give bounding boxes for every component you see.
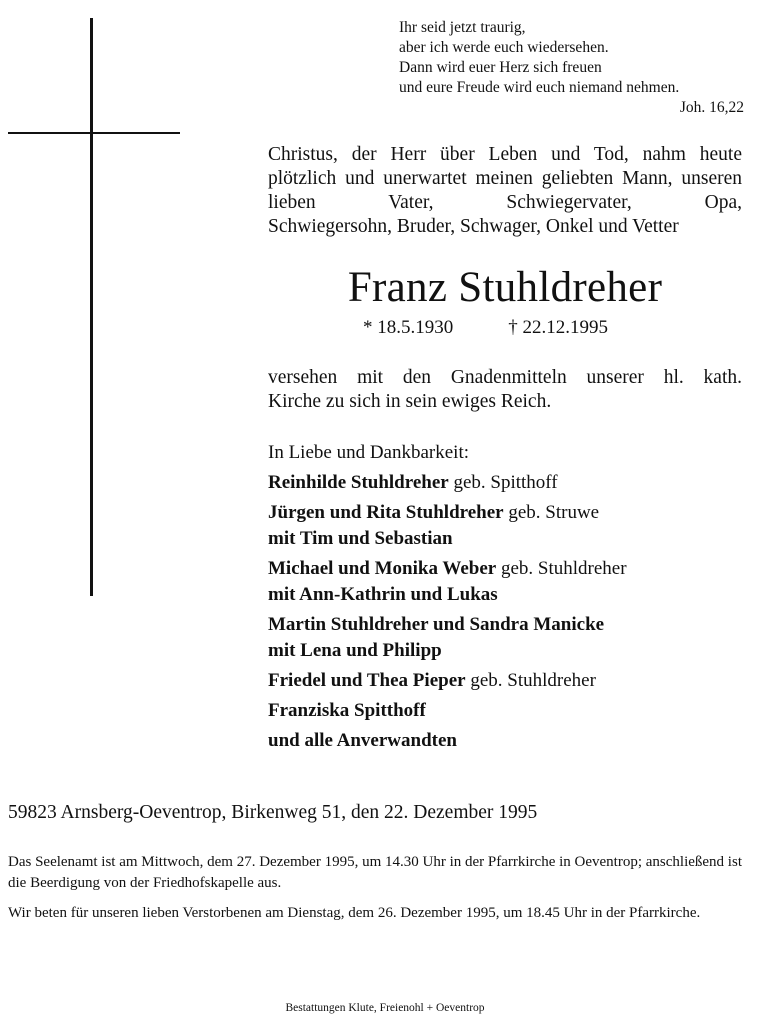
mourner-name: Franziska Spitthoff	[268, 700, 426, 721]
verse-line: und eure Freude wird euch niemand nehmen.	[399, 79, 680, 96]
intro-last-line: Schwiegersohn, Bruder, Schwager, Onkel und Vetter	[268, 216, 679, 237]
mourner-maiden-name: geb. Stuhldreher	[496, 558, 627, 579]
mourner-entry	[268, 698, 748, 724]
life-dates	[363, 316, 608, 340]
mourner-children: mit Ann-Kathrin und Lukas	[268, 584, 498, 605]
mourner-name: Reinhilde Stuhldreher	[268, 472, 449, 493]
funeral-mass-note: Das Seelenamt ist am Mittwoch, dem 27. Dezember 1995, um 14.30 Uhr in der Pfarrkirche in Oeventrop; anschließend ist die Beerdigung von der Friedhofskapelle aus.	[8, 854, 742, 891]
family-address: 59823 Arnsberg-Oeventrop, Birkenweg 51, den 22. Dezember 1995	[8, 802, 538, 823]
bible-verse	[399, 18, 744, 118]
mourner-maiden-name: geb. Struwe	[503, 502, 600, 523]
mourner-entry	[268, 470, 748, 496]
mourner-entry	[268, 556, 748, 608]
mourners-members	[268, 470, 748, 754]
mourner-children: mit Lena und Philipp	[268, 640, 442, 661]
verse-line: Dann wird euer Herz sich freuen	[399, 59, 602, 76]
mourner-entry	[268, 500, 748, 552]
service-notes	[8, 852, 760, 933]
closing-paragraph	[268, 366, 742, 414]
mourner-entry	[268, 728, 748, 754]
birth-date: * 18.5.1930	[363, 317, 454, 338]
mourners-list	[268, 440, 748, 758]
intro-text: Christus, der Herr über Leben und Tod, nahm heute plötzlich und unerwartet meinen geliebten Mann, unseren lieben Vater, Schwiegervater, Opa,	[268, 144, 742, 213]
mourner-name: und alle Anverwandten	[268, 730, 457, 751]
verse-line: aber ich werde euch wiedersehen.	[399, 39, 609, 56]
mourner-children: mit Tim und Sebastian	[268, 528, 453, 549]
mourner-maiden-name: geb. Stuhldreher	[465, 670, 596, 691]
verse-line: Ihr seid jetzt traurig,	[399, 19, 526, 36]
closing-line-2: Kirche zu sich in sein ewiges Reich.	[268, 391, 552, 412]
mourner-name: Martin Stuhldreher und Sandra Manicke	[268, 614, 605, 635]
mourner-name: Friedel und Thea Pieper	[268, 670, 466, 691]
mourner-entry	[268, 612, 748, 664]
prayer-note: Wir beten für unseren lieben Verstorbenen am Dienstag, dem 26. Dezember 1995, um 18.45 Uhr in der Pfarrkirche.	[8, 905, 701, 921]
intro-paragraph	[268, 143, 742, 239]
death-date: † 22.12.1995	[508, 317, 608, 338]
verse-reference: Joh. 16,22	[679, 99, 744, 116]
mourner-name: Jürgen und Rita Stuhldreher	[268, 502, 504, 523]
cross-vertical-bar	[90, 18, 93, 596]
undertaker-footer: Bestattungen Klute, Freienohl + Oeventrop	[285, 1002, 485, 1014]
closing-line-1: versehen mit den Gnadenmitteln unserer hl. kath.	[268, 367, 742, 388]
cross-horizontal-bar	[8, 132, 180, 134]
deceased-name: Franz Stuhldreher	[347, 264, 663, 311]
mourner-maiden-name: geb. Spitthoff	[448, 472, 558, 493]
mourner-entry	[268, 668, 748, 694]
mourners-heading: In Liebe und Dankbarkeit:	[268, 442, 470, 463]
mourner-name: Michael und Monika Weber	[268, 558, 497, 579]
